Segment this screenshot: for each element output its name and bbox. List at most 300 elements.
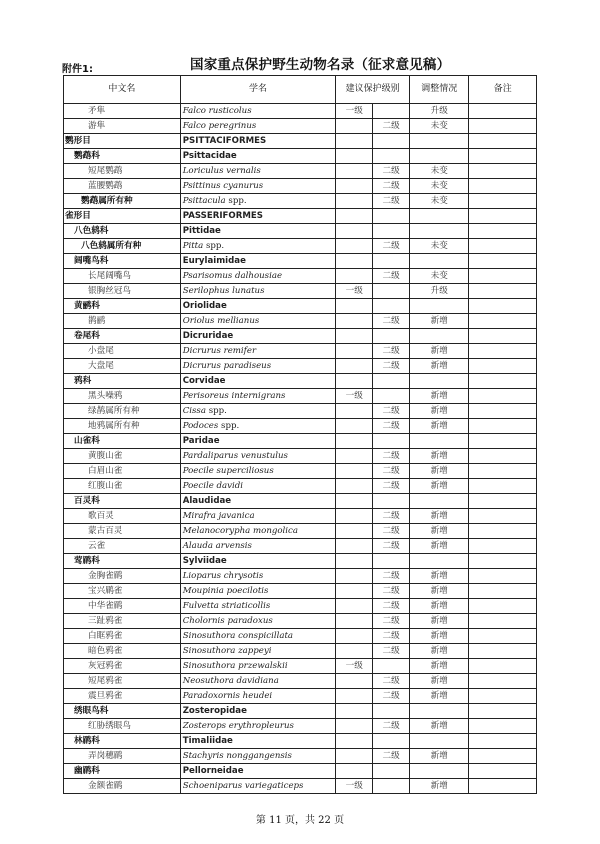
table-row <box>64 659 537 674</box>
adjustment-cell <box>410 149 469 164</box>
scientific-name-cell <box>180 239 336 254</box>
species-abbrev: spp. <box>218 420 240 431</box>
scientific-name-cell <box>180 419 336 434</box>
table-row <box>64 719 537 734</box>
family-row <box>64 764 537 779</box>
chinese-name-cell: 云雀 <box>64 539 181 554</box>
level-one-cell: 一级 <box>336 284 373 299</box>
note-cell <box>469 674 537 689</box>
order-row <box>64 209 537 224</box>
adjustment-cell: 未变 <box>410 194 469 209</box>
family-row <box>64 149 537 164</box>
note-cell <box>469 164 537 179</box>
note-cell <box>469 104 537 119</box>
scientific-name-cell <box>180 224 336 239</box>
table-row <box>64 464 537 479</box>
scientific-name: Cholornis paradoxus <box>182 615 273 626</box>
header-adjustment: 调整情况 <box>410 76 469 104</box>
chinese-name-cell: 八色鸫属所有种 <box>64 239 181 254</box>
scientific-name: Eurylaimidae <box>182 255 246 266</box>
family-row <box>64 734 537 749</box>
level-one-cell: 一级 <box>336 779 373 794</box>
level-one-cell <box>336 299 373 314</box>
level-two-cell <box>373 389 410 404</box>
note-cell <box>469 194 537 209</box>
adjustment-cell <box>410 434 469 449</box>
table-header-row <box>64 76 537 104</box>
adjustment-cell: 新增 <box>410 464 469 479</box>
note-cell <box>469 314 537 329</box>
table-row <box>64 179 537 194</box>
chinese-name-cell: 歌百灵 <box>64 509 181 524</box>
chinese-name-cell: 鹦鹉属所有种 <box>64 194 181 209</box>
adjustment-cell: 新增 <box>410 659 469 674</box>
level-two-cell <box>373 659 410 674</box>
note-cell <box>469 434 537 449</box>
adjustment-cell <box>410 209 469 224</box>
chinese-name-cell: 八色鸫科 <box>64 224 181 239</box>
note-cell <box>469 404 537 419</box>
scientific-name-cell <box>180 749 336 764</box>
scientific-name: Psittacula <box>182 195 226 206</box>
note-cell <box>469 749 537 764</box>
chinese-name-cell: 鸦科 <box>64 374 181 389</box>
level-one-cell <box>336 374 373 389</box>
scientific-name: Paradoxornis heudei <box>182 690 273 701</box>
order-row <box>64 134 537 149</box>
level-one-cell <box>336 734 373 749</box>
scientific-name-cell <box>180 704 336 719</box>
scientific-name-cell <box>180 254 336 269</box>
level-one-cell <box>336 254 373 269</box>
header-protection-level: 建议保护级别 <box>336 76 410 104</box>
scientific-name-cell <box>180 719 336 734</box>
table-row <box>64 629 537 644</box>
level-two-cell <box>373 704 410 719</box>
note-cell <box>469 269 537 284</box>
scientific-name-cell <box>180 269 336 284</box>
chinese-name-cell: 大盘尾 <box>64 359 181 374</box>
level-one-cell <box>336 689 373 704</box>
scientific-name: Moupinia poecilotis <box>182 585 269 596</box>
family-row <box>64 224 537 239</box>
level-two-cell <box>373 104 410 119</box>
level-two-cell: 二级 <box>373 524 410 539</box>
level-two-cell: 二级 <box>373 644 410 659</box>
scientific-name: Oriolus mellianus <box>182 315 260 326</box>
note-cell <box>469 719 537 734</box>
table-row <box>64 119 537 134</box>
scientific-name-cell <box>180 134 336 149</box>
level-two-cell <box>373 299 410 314</box>
level-one-cell <box>336 449 373 464</box>
adjustment-cell: 新增 <box>410 749 469 764</box>
scientific-name: Schoeniparus variegaticeps <box>182 780 304 791</box>
table-row <box>64 269 537 284</box>
page-number: 第 11 页，共 22 页 <box>255 815 345 826</box>
adjustment-cell: 新增 <box>410 419 469 434</box>
chinese-name-cell: 短尾鹦鹉 <box>64 164 181 179</box>
note-cell <box>469 569 537 584</box>
chinese-name-cell: 红胁绣眼鸟 <box>64 719 181 734</box>
note-cell <box>469 299 537 314</box>
level-one-cell <box>336 644 373 659</box>
chinese-name-cell: 雀形目 <box>64 209 181 224</box>
level-one-cell <box>336 464 373 479</box>
chinese-name-cell: 金额雀鹛 <box>64 779 181 794</box>
level-two-cell <box>373 734 410 749</box>
adjustment-cell: 新增 <box>410 644 469 659</box>
scientific-name-cell <box>180 359 336 374</box>
scientific-name-cell <box>180 779 336 794</box>
note-cell <box>469 284 537 299</box>
scientific-name: Alauda arvensis <box>182 540 252 551</box>
chinese-name-cell: 蓝腰鹦鹉 <box>64 179 181 194</box>
chinese-name-cell: 小盘尾 <box>64 344 181 359</box>
note-cell <box>469 224 537 239</box>
level-two-cell <box>373 254 410 269</box>
adjustment-cell <box>410 704 469 719</box>
level-one-cell <box>336 614 373 629</box>
level-two-cell: 二级 <box>373 584 410 599</box>
table-row <box>64 104 537 119</box>
note-cell <box>469 359 537 374</box>
chinese-name-cell: 蒙古百灵 <box>64 524 181 539</box>
level-two-cell <box>373 149 410 164</box>
table-row <box>64 419 537 434</box>
species-abbrev: spp. <box>205 405 227 416</box>
chinese-name-cell: 百灵科 <box>64 494 181 509</box>
level-two-cell <box>373 209 410 224</box>
adjustment-cell: 新增 <box>410 524 469 539</box>
adjustment-cell: 新增 <box>410 314 469 329</box>
scientific-name: Loriculus vernalis <box>182 165 261 176</box>
species-abbrev: spp. <box>225 195 247 206</box>
scientific-name-cell <box>180 434 336 449</box>
level-two-cell <box>373 764 410 779</box>
note-cell <box>469 554 537 569</box>
level-two-cell: 二级 <box>373 314 410 329</box>
scientific-name-cell <box>180 194 336 209</box>
adjustment-cell: 新增 <box>410 509 469 524</box>
level-two-cell: 二级 <box>373 179 410 194</box>
level-one-cell <box>336 629 373 644</box>
table-row <box>64 779 537 794</box>
level-one-cell <box>336 269 373 284</box>
table-row <box>64 749 537 764</box>
scientific-name: Paridae <box>182 435 220 446</box>
chinese-name-cell: 三趾鸦雀 <box>64 614 181 629</box>
table-row <box>64 509 537 524</box>
level-one-cell <box>336 599 373 614</box>
level-one-cell <box>336 179 373 194</box>
adjustment-cell: 未变 <box>410 239 469 254</box>
chinese-name-cell: 黑头噪鸦 <box>64 389 181 404</box>
scientific-name: Pardaliparus venustulus <box>182 450 288 461</box>
note-cell <box>469 659 537 674</box>
scientific-name: Cissa <box>182 405 206 416</box>
table-row <box>64 404 537 419</box>
scientific-name: Podoces <box>182 420 219 431</box>
note-cell <box>469 449 537 464</box>
level-one-cell: 一级 <box>336 389 373 404</box>
scientific-name-cell <box>180 314 336 329</box>
scientific-name-cell <box>180 389 336 404</box>
note-cell <box>469 134 537 149</box>
level-two-cell: 二级 <box>373 479 410 494</box>
note-cell <box>469 209 537 224</box>
scientific-name-cell <box>180 764 336 779</box>
table-row <box>64 539 537 554</box>
scientific-name: Pitta <box>182 240 204 251</box>
level-two-cell: 二级 <box>373 359 410 374</box>
level-one-cell <box>336 569 373 584</box>
scientific-name: Stachyris nonggangensis <box>182 750 292 761</box>
scientific-name-cell <box>180 674 336 689</box>
scientific-name-cell <box>180 734 336 749</box>
scientific-name-cell <box>180 659 336 674</box>
note-cell <box>469 764 537 779</box>
chinese-name-cell: 地鸦属所有种 <box>64 419 181 434</box>
scientific-name-cell <box>180 509 336 524</box>
scientific-name-cell <box>180 554 336 569</box>
level-two-cell: 二级 <box>373 629 410 644</box>
adjustment-cell <box>410 134 469 149</box>
scientific-name: Corvidae <box>182 375 226 386</box>
family-row <box>64 494 537 509</box>
species-table <box>63 75 537 794</box>
note-cell <box>469 584 537 599</box>
adjustment-cell <box>410 764 469 779</box>
scientific-name: Perisoreus internigrans <box>182 390 286 401</box>
scientific-name-cell <box>180 404 336 419</box>
level-one-cell <box>336 494 373 509</box>
level-one-cell <box>336 584 373 599</box>
scientific-name-cell <box>180 209 336 224</box>
note-cell <box>469 374 537 389</box>
level-two-cell <box>373 329 410 344</box>
adjustment-cell: 新增 <box>410 584 469 599</box>
adjustment-cell: 新增 <box>410 449 469 464</box>
adjustment-cell: 未变 <box>410 269 469 284</box>
scientific-name: Melanocorypha mongolica <box>182 525 298 536</box>
adjustment-cell <box>410 254 469 269</box>
family-row <box>64 554 537 569</box>
adjustment-cell: 未变 <box>410 164 469 179</box>
level-one-cell <box>336 239 373 254</box>
note-cell <box>469 464 537 479</box>
adjustment-cell: 新增 <box>410 599 469 614</box>
scientific-name-cell <box>180 629 336 644</box>
adjustment-cell <box>410 554 469 569</box>
table-row <box>64 479 537 494</box>
scientific-name: Zosterops erythropleurus <box>182 720 294 731</box>
level-one-cell <box>336 164 373 179</box>
adjustment-cell: 升级 <box>410 284 469 299</box>
level-one-cell <box>336 539 373 554</box>
scientific-name-cell <box>180 329 336 344</box>
level-one-cell <box>336 509 373 524</box>
scientific-name: Mirafra javanica <box>182 510 255 521</box>
scientific-name: Sylviidae <box>182 555 227 566</box>
note-cell <box>469 329 537 344</box>
chinese-name-cell: 游隼 <box>64 119 181 134</box>
table-row <box>64 449 537 464</box>
chinese-name-cell: 鹦形目 <box>64 134 181 149</box>
level-one-cell <box>336 764 373 779</box>
adjustment-cell: 新增 <box>410 689 469 704</box>
table-row <box>64 569 537 584</box>
page-title: 国家重点保护野生动物名录（征求意见稿） <box>190 57 451 73</box>
scientific-name: PSITTACIFORMES <box>182 135 267 146</box>
family-row <box>64 434 537 449</box>
level-two-cell <box>373 134 410 149</box>
level-two-cell: 二级 <box>373 344 410 359</box>
scientific-name-cell <box>180 599 336 614</box>
scientific-name-cell <box>180 284 336 299</box>
chinese-name-cell: 黄鹂科 <box>64 299 181 314</box>
adjustment-cell <box>410 329 469 344</box>
scientific-name: Falco rusticolus <box>182 105 252 116</box>
table-row <box>64 689 537 704</box>
adjustment-cell: 新增 <box>410 629 469 644</box>
adjustment-cell: 新增 <box>410 389 469 404</box>
chinese-name-cell: 鹊鹂 <box>64 314 181 329</box>
scientific-name-cell <box>180 149 336 164</box>
adjustment-cell: 新增 <box>410 479 469 494</box>
note-cell <box>469 539 537 554</box>
adjustment-cell: 新增 <box>410 614 469 629</box>
family-row <box>64 299 537 314</box>
level-one-cell <box>336 119 373 134</box>
scientific-name: Alaudidae <box>182 495 232 506</box>
level-two-cell: 二级 <box>373 719 410 734</box>
level-two-cell: 二级 <box>373 674 410 689</box>
adjustment-cell: 未变 <box>410 119 469 134</box>
level-two-cell: 二级 <box>373 464 410 479</box>
level-one-cell <box>336 419 373 434</box>
level-one-cell <box>336 329 373 344</box>
level-one-cell <box>336 224 373 239</box>
chinese-name-cell: 山雀科 <box>64 434 181 449</box>
table-row <box>64 599 537 614</box>
level-one-cell <box>336 359 373 374</box>
scientific-name: Pellorneidae <box>182 765 244 776</box>
adjustment-cell: 新增 <box>410 344 469 359</box>
level-two-cell: 二级 <box>373 569 410 584</box>
scientific-name-cell <box>180 104 336 119</box>
scientific-name-cell <box>180 539 336 554</box>
adjustment-cell: 新增 <box>410 359 469 374</box>
chinese-name-cell: 暗色鸦雀 <box>64 644 181 659</box>
level-two-cell: 二级 <box>373 404 410 419</box>
table-row <box>64 644 537 659</box>
level-two-cell: 二级 <box>373 614 410 629</box>
chinese-name-cell: 幽鹛科 <box>64 764 181 779</box>
note-cell <box>469 779 537 794</box>
note-cell <box>469 119 537 134</box>
table-row <box>64 344 537 359</box>
level-one-cell <box>336 194 373 209</box>
note-cell <box>469 419 537 434</box>
level-two-cell <box>373 374 410 389</box>
level-one-cell <box>336 134 373 149</box>
chinese-name-cell: 银胸丝冠鸟 <box>64 284 181 299</box>
level-one-cell <box>336 404 373 419</box>
table-row <box>64 614 537 629</box>
table-row <box>64 674 537 689</box>
chinese-name-cell: 卷尾科 <box>64 329 181 344</box>
scientific-name: Psittinus cyanurus <box>182 180 264 191</box>
chinese-name-cell: 弄岗穗鹛 <box>64 749 181 764</box>
chinese-name-cell: 短尾鸦雀 <box>64 674 181 689</box>
level-one-cell <box>336 719 373 734</box>
adjustment-cell: 未变 <box>410 179 469 194</box>
table-row <box>64 314 537 329</box>
level-two-cell: 二级 <box>373 419 410 434</box>
level-two-cell: 二级 <box>373 239 410 254</box>
group-row <box>64 239 537 254</box>
family-row <box>64 254 537 269</box>
scientific-name: Oriolidae <box>182 300 227 311</box>
note-cell <box>469 344 537 359</box>
chinese-name-cell: 绿鹊属所有种 <box>64 404 181 419</box>
scientific-name-cell <box>180 584 336 599</box>
level-two-cell <box>373 224 410 239</box>
level-two-cell: 二级 <box>373 509 410 524</box>
level-one-cell: 一级 <box>336 104 373 119</box>
level-two-cell: 二级 <box>373 194 410 209</box>
level-one-cell: 一级 <box>336 659 373 674</box>
note-cell <box>469 704 537 719</box>
note-cell <box>469 254 537 269</box>
level-two-cell: 二级 <box>373 749 410 764</box>
scientific-name-cell <box>180 479 336 494</box>
chinese-name-cell: 中华雀鹛 <box>64 599 181 614</box>
adjustment-cell: 新增 <box>410 674 469 689</box>
scientific-name-cell <box>180 644 336 659</box>
chinese-name-cell: 鹦鹉科 <box>64 149 181 164</box>
header-note: 备注 <box>469 76 537 104</box>
level-one-cell <box>336 674 373 689</box>
level-two-cell: 二级 <box>373 269 410 284</box>
note-cell <box>469 479 537 494</box>
adjustment-cell <box>410 374 469 389</box>
scientific-name: Pittidae <box>182 225 221 236</box>
adjustment-cell: 新增 <box>410 779 469 794</box>
scientific-name-cell <box>180 179 336 194</box>
scientific-name-cell <box>180 344 336 359</box>
note-cell <box>469 494 537 509</box>
level-two-cell: 二级 <box>373 539 410 554</box>
level-one-cell <box>336 149 373 164</box>
adjustment-cell: 新增 <box>410 404 469 419</box>
chinese-name-cell: 绣眼鸟科 <box>64 704 181 719</box>
chinese-name-cell: 灰冠鸦雀 <box>64 659 181 674</box>
level-two-cell <box>373 434 410 449</box>
table-row <box>64 584 537 599</box>
chinese-name-cell: 长尾阔嘴鸟 <box>64 269 181 284</box>
note-cell <box>469 524 537 539</box>
note-cell <box>469 644 537 659</box>
family-row <box>64 704 537 719</box>
level-two-cell: 二级 <box>373 599 410 614</box>
scientific-name-cell <box>180 524 336 539</box>
table-row <box>64 524 537 539</box>
chinese-name-cell: 阔嘴鸟科 <box>64 254 181 269</box>
scientific-name: Psittacidae <box>182 150 237 161</box>
scientific-name: Neosuthora davidiana <box>182 675 279 686</box>
